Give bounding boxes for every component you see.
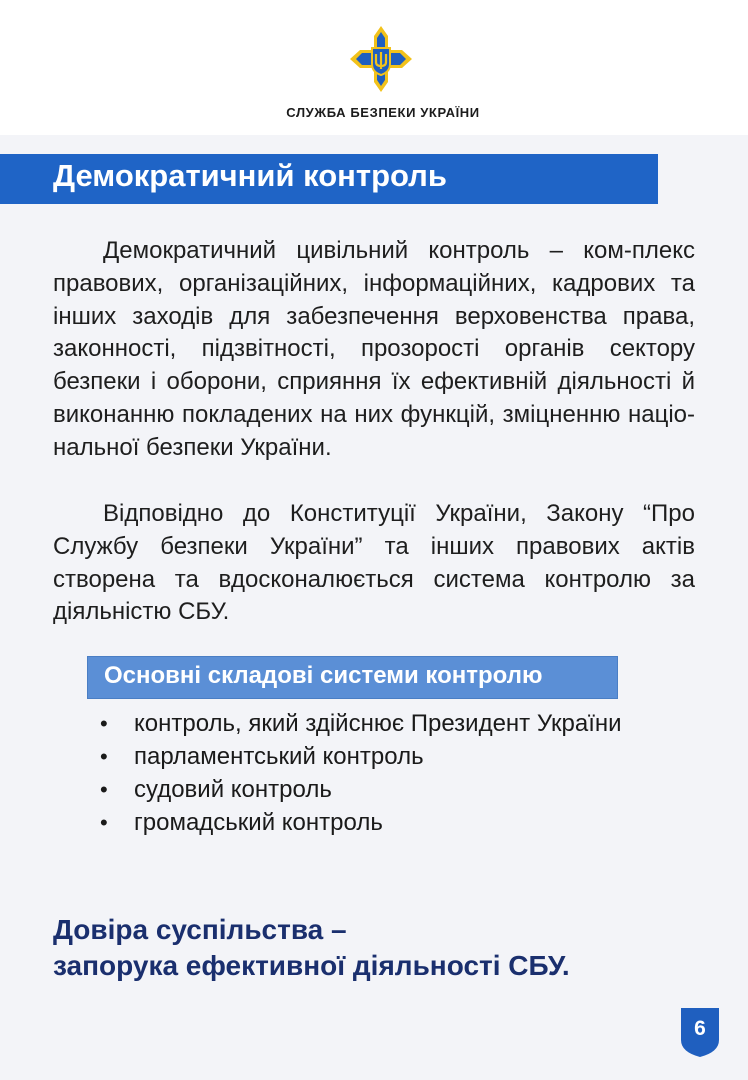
list-item: • громадський контроль [53, 806, 695, 839]
bullet-icon: • [100, 810, 108, 835]
list-item: • судовий контроль [53, 773, 695, 806]
closing-line-1: Довіра суспільства – [53, 914, 347, 945]
bullet-icon: • [100, 711, 108, 736]
organization-name: СЛУЖБА БЕЗПЕКИ УКРАЇНИ [286, 105, 480, 120]
legal-basis-paragraph: Відповідно до Конституції України, Закону “Про Службу безпеки України” та інших правових актів створена та вдосконалюється система контролю за діяльністю СБУ. [53, 500, 695, 626]
bullet-icon: • [100, 744, 108, 769]
closing-slogan [53, 912, 695, 984]
closing-line-2: запорука ефективної діяльності СБУ. [53, 950, 570, 981]
list-item: • контроль, який здійснює Президент України [53, 707, 695, 740]
subheading: Основні складові системи контролю [104, 662, 543, 689]
definition-paragraph: Демократичний цивільний контроль – ком-плекс правових, організаційних, інформаційних, кадрових та інших заходів для забезпечення верховенства права, законності, підзвітності, прозорості органів сектору безпеки і оборони, сприяння їх ефективній діяльності й виконанню покладених на них функцій, зміцненню націо-нальної безпеки України. [53, 237, 695, 461]
control-components-list [53, 707, 695, 839]
bullet-icon: • [100, 777, 108, 802]
sbu-emblem-icon [348, 24, 414, 94]
list-item: • парламентський контроль [53, 740, 695, 773]
page-title: Демократичний контроль [53, 158, 447, 193]
page-number: 6 [694, 1017, 706, 1040]
